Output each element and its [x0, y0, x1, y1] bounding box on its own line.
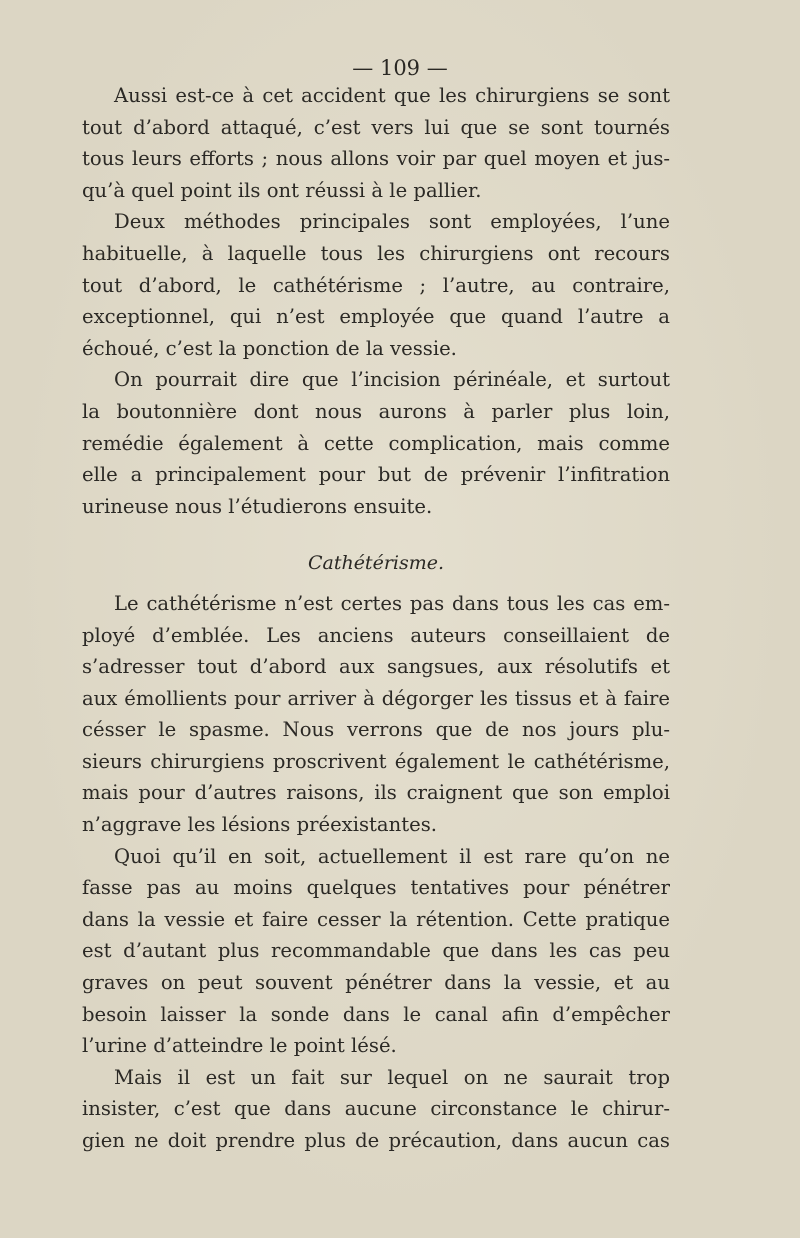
text-line: la boutonnière dont nous aurons à parler plus loin, [82, 399, 670, 423]
text-line: l’urine d’atteindre le point lésé. [82, 1034, 397, 1058]
text-line: tout d’abord, le cathétérisme ; l’autre, au contraire, [82, 273, 670, 297]
text-line: habituelle, à laquelle tous les chirurgiens ont recours [82, 241, 670, 265]
text-line: On pourrait dire que l’incision périnéale, et surtout [114, 368, 670, 392]
text-line: césser le spasme. Nous verrons que de nos jours plu- [82, 718, 670, 742]
body-text [82, 80, 670, 1157]
text-line: tout d’abord attaqué, c’est vers lui que se sont tournés [82, 115, 670, 139]
section-heading: Cathétérisme. [307, 552, 445, 575]
text-line: remédie également à cette complication, mais comme [82, 431, 670, 455]
text-line: besoin laisser la sonde dans le canal afin d’empêcher [82, 1002, 670, 1026]
text-line: qu’à quel point ils ont réussi à le pallier. [82, 178, 482, 202]
text-line: dans la vessie et faire cesser la rétention. Cette pratique [82, 907, 670, 931]
text-line: exceptionnel, qui n’est employée que quand l’autre a [82, 305, 670, 329]
text-line: mais pour d’autres raisons, ils craignent que son emploi [82, 781, 670, 805]
text-line: Aussi est-ce à cet accident que les chirurgiens se sont [114, 84, 670, 107]
page-number: — 109 — [352, 56, 448, 80]
text-line: échoué, c’est la ponction de la vessie. [82, 336, 457, 360]
text-line: insister, c’est que dans aucune circonstance le chirur- [82, 1097, 670, 1121]
text-line: tous leurs efforts ; nous allons voir par quel moyen et jus- [82, 147, 670, 171]
text-line: s’adresser tout d’abord aux sangsues, aux résolutifs et [82, 655, 670, 679]
text-line: sieurs chirurgiens proscrivent également le cathétérisme, [82, 749, 670, 773]
text-line: Quoi qu’il en soit, actuellement il est rare qu’on ne [114, 844, 670, 868]
text-line: fasse pas au moins quelques tentatives pour pénétrer [82, 876, 670, 900]
text-line: urineuse nous l’étudierons ensuite. [82, 494, 433, 518]
text-line: Mais il est un fait sur lequel on ne saurait trop [114, 1065, 670, 1089]
text-line: n’aggrave les lésions préexistantes. [82, 813, 437, 837]
text-line: gien ne doit prendre plus de précaution, dans aucun cas [82, 1129, 670, 1152]
text-line: elle a principalement pour but de prévenir l’infitration [82, 463, 670, 487]
text-line: ployé d’emblée. Les anciens auteurs conseillaient de [82, 623, 670, 647]
text-line: aux émollients pour arriver à dégorger les tissus et à faire [82, 686, 670, 710]
text-line: graves on peut souvent pénétrer dans la vessie, et au [82, 971, 670, 995]
text-line: est d’autant plus recommandable que dans les cas peu [82, 939, 670, 963]
text-line: Deux méthodes principales sont employées, l’une [114, 210, 670, 234]
text-line: Le cathétérisme n’est certes pas dans tous les cas em- [114, 591, 670, 615]
